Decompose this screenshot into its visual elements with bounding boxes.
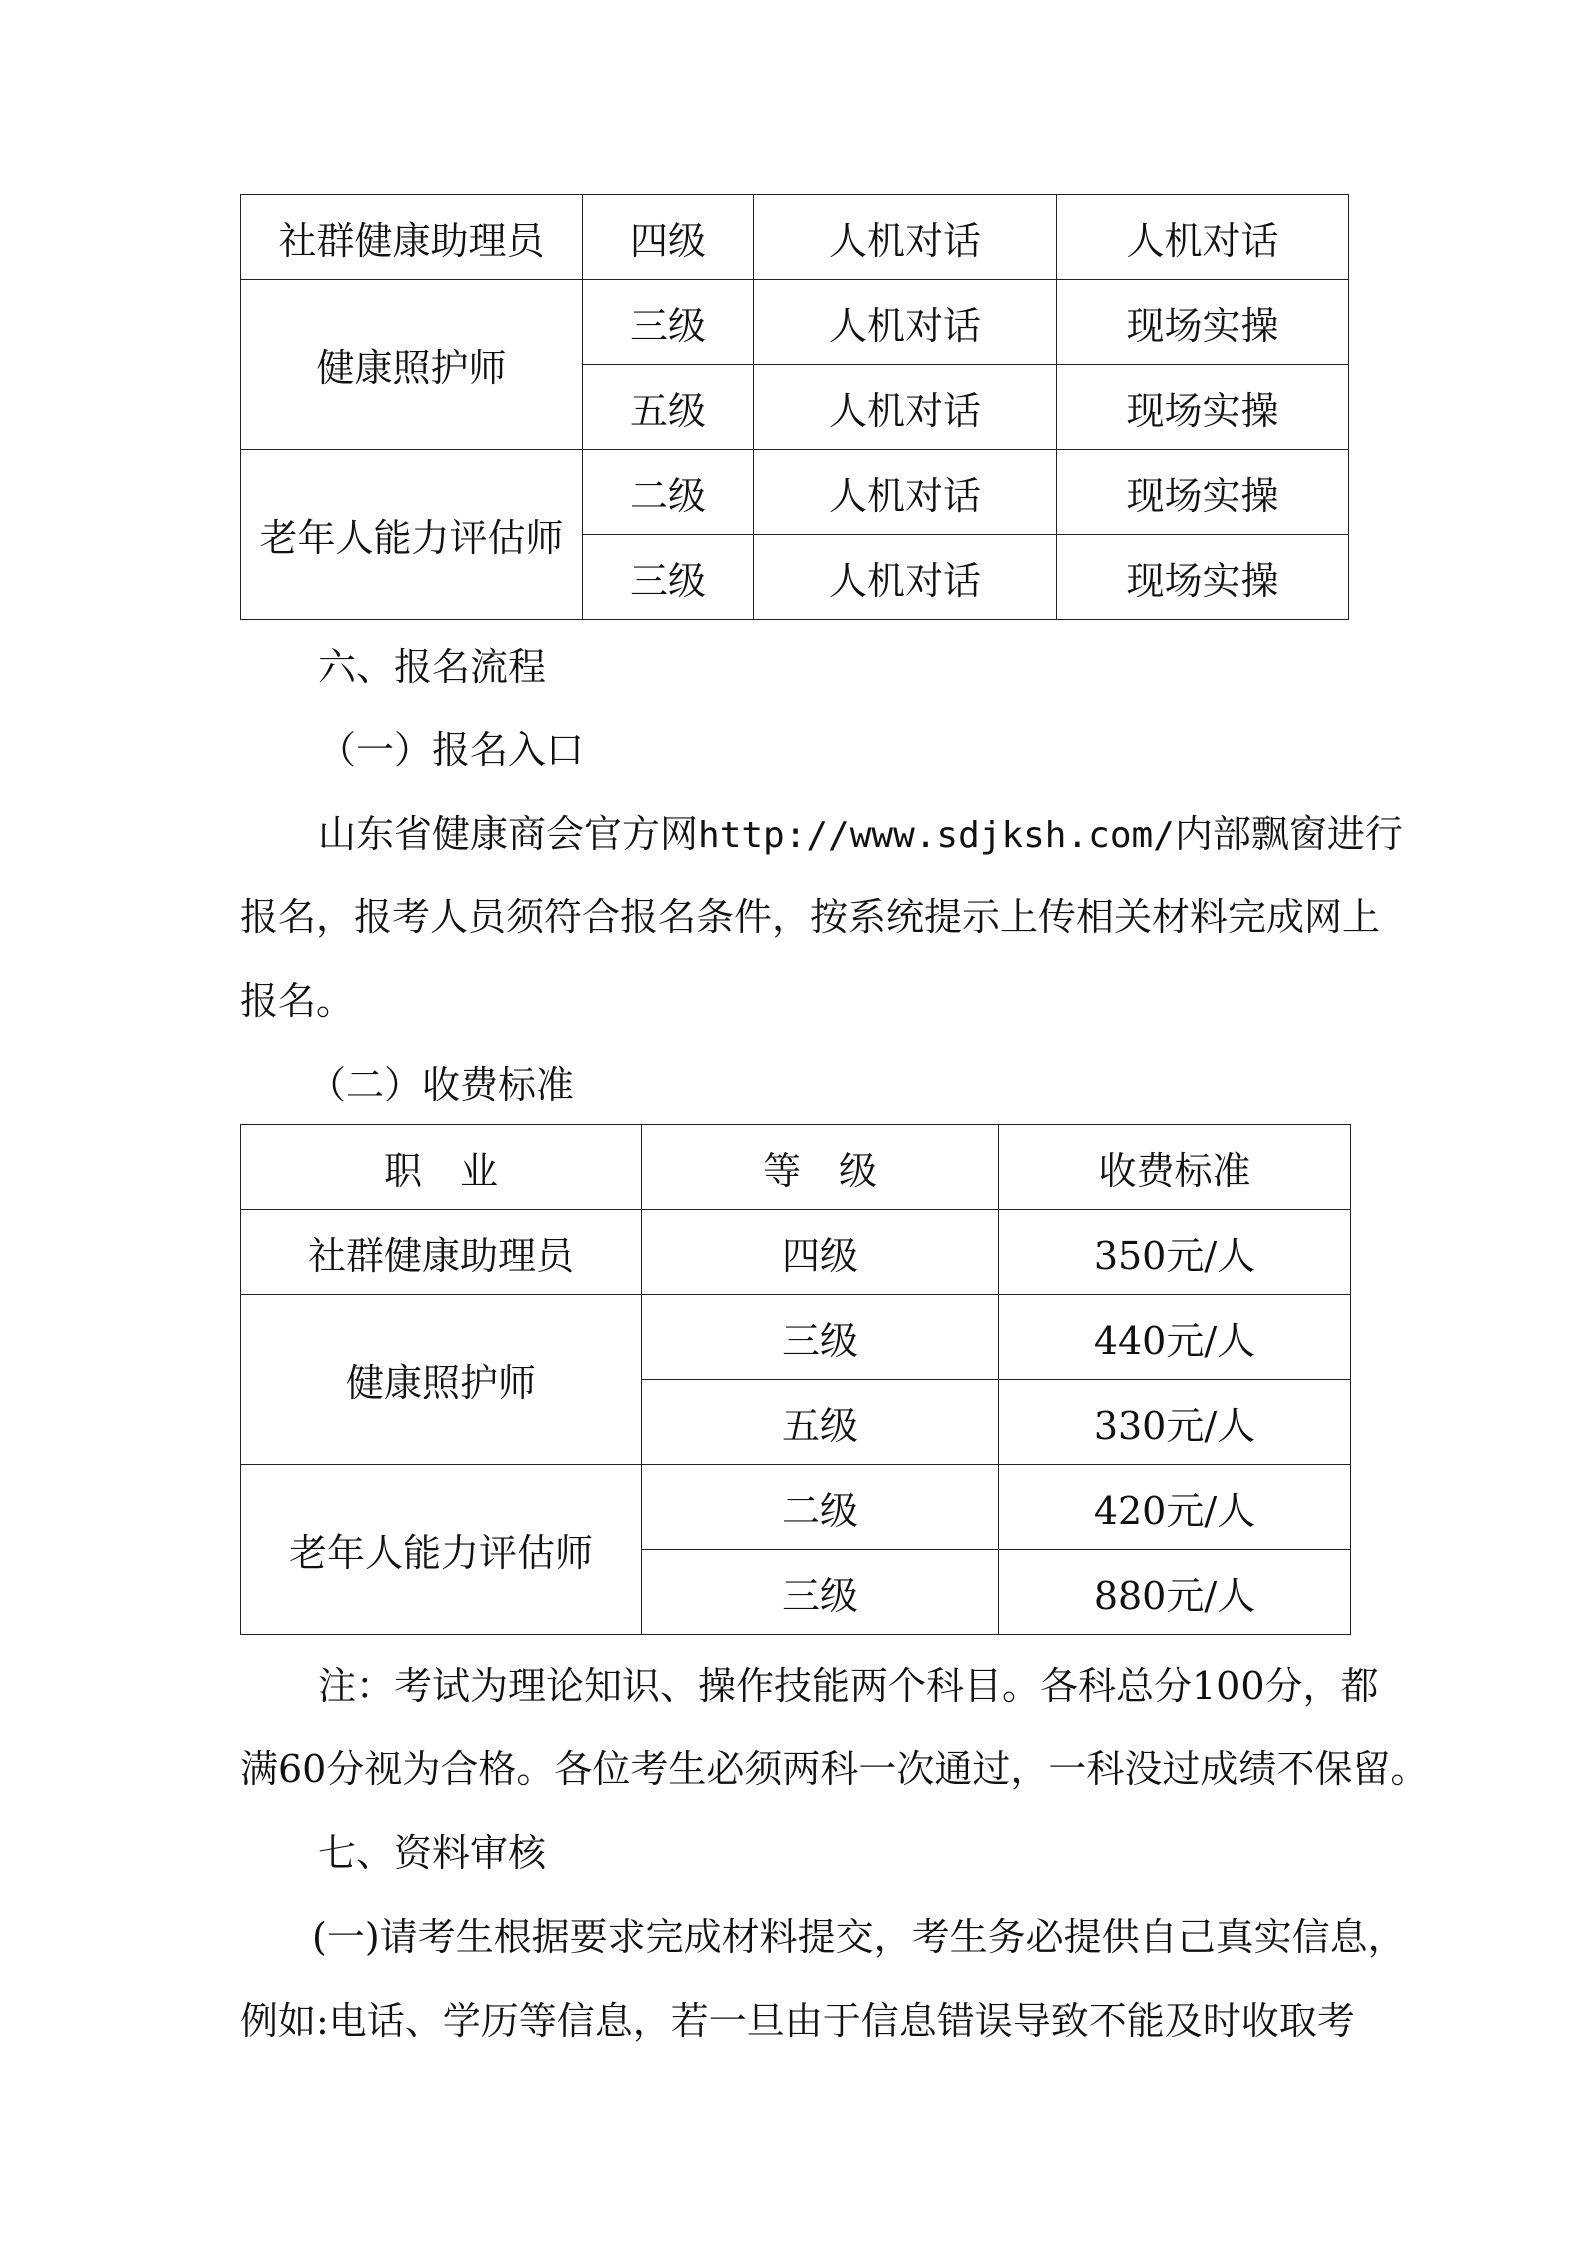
fee-cell: 330元/人 <box>999 1380 1351 1465</box>
level-cell: 五级 <box>583 365 754 450</box>
level-cell: 二级 <box>642 1465 999 1550</box>
exam-method-table <box>240 194 1349 620</box>
table-row <box>241 1210 1351 1295</box>
table-row <box>241 280 1349 365</box>
level-cell: 三级 <box>583 535 754 620</box>
occupation-cell: 老年人能力评估师 <box>241 450 583 620</box>
note-paragraph-line: 注：考试为理论知识、操作技能两个科目。各科总分100分，都 <box>318 1664 1379 1708</box>
level-cell: 四级 <box>642 1210 999 1295</box>
table-row <box>241 195 1349 280</box>
subsection-heading-fees: （二）收费标准 <box>308 1063 575 1107</box>
theory-exam-cell: 人机对话 <box>754 195 1057 280</box>
skill-exam-cell: 现场实操 <box>1057 365 1349 450</box>
header-occupation: 职 业 <box>241 1125 642 1210</box>
skill-exam-cell: 现场实操 <box>1057 280 1349 365</box>
fee-cell: 440元/人 <box>999 1295 1351 1380</box>
occupation-cell: 社群健康助理员 <box>241 1210 642 1295</box>
skill-exam-cell: 现场实操 <box>1057 450 1349 535</box>
registration-text: 山东省健康商会官方网 <box>318 812 699 856</box>
level-cell: 五级 <box>642 1380 999 1465</box>
level-cell: 三级 <box>642 1550 999 1635</box>
level-cell: 二级 <box>583 450 754 535</box>
registration-url-link[interactable]: http://www.sdjksh.com/ <box>698 815 1175 856</box>
section-heading-review: 七、资料审核 <box>318 1831 547 1875</box>
fee-cell: 880元/人 <box>999 1550 1351 1635</box>
review-paragraph-line: 例如:电话、学历等信息，若一旦由于信息错误导致不能及时收取考 <box>240 1999 1355 2043</box>
registration-paragraph-line: 报名，报考人员须符合报名条件，按系统提示上传相关材料完成网上 <box>240 895 1381 939</box>
registration-paragraph-line <box>240 803 1403 858</box>
header-fee: 收费标准 <box>999 1125 1351 1210</box>
skill-exam-cell: 人机对话 <box>1057 195 1349 280</box>
level-cell: 三级 <box>583 280 754 365</box>
occupation-cell: 健康照护师 <box>241 1295 642 1465</box>
table-header-row <box>241 1125 1351 1210</box>
registration-text: 内部飘窗进行 <box>1174 812 1403 856</box>
table-row <box>241 450 1349 535</box>
table-row <box>241 1295 1351 1380</box>
occupation-cell: 老年人能力评估师 <box>241 1465 642 1635</box>
occupation-cell: 社群健康助理员 <box>241 195 583 280</box>
fee-cell: 420元/人 <box>999 1465 1351 1550</box>
header-level: 等 级 <box>642 1125 999 1210</box>
note-paragraph-line: 满60分视为合格。各位考生必须两科一次通过，一科没过成绩不保留。 <box>240 1747 1429 1791</box>
theory-exam-cell: 人机对话 <box>754 535 1057 620</box>
occupation-cell: 健康照护师 <box>241 280 583 450</box>
fee-table <box>240 1124 1351 1635</box>
skill-exam-cell: 现场实操 <box>1057 535 1349 620</box>
subsection-heading-entry: （一）报名入口 <box>318 728 585 772</box>
theory-exam-cell: 人机对话 <box>754 280 1057 365</box>
table-row <box>241 1465 1351 1550</box>
section-heading-registration: 六、报名流程 <box>318 645 547 689</box>
theory-exam-cell: 人机对话 <box>754 450 1057 535</box>
level-cell: 四级 <box>583 195 754 280</box>
review-paragraph-line: (一)请考生根据要求完成材料提交，考生务必提供自己真实信息， <box>312 1915 1406 1959</box>
level-cell: 三级 <box>642 1295 999 1380</box>
fee-cell: 350元/人 <box>999 1210 1351 1295</box>
registration-paragraph-line: 报名。 <box>240 979 355 1023</box>
theory-exam-cell: 人机对话 <box>754 365 1057 450</box>
